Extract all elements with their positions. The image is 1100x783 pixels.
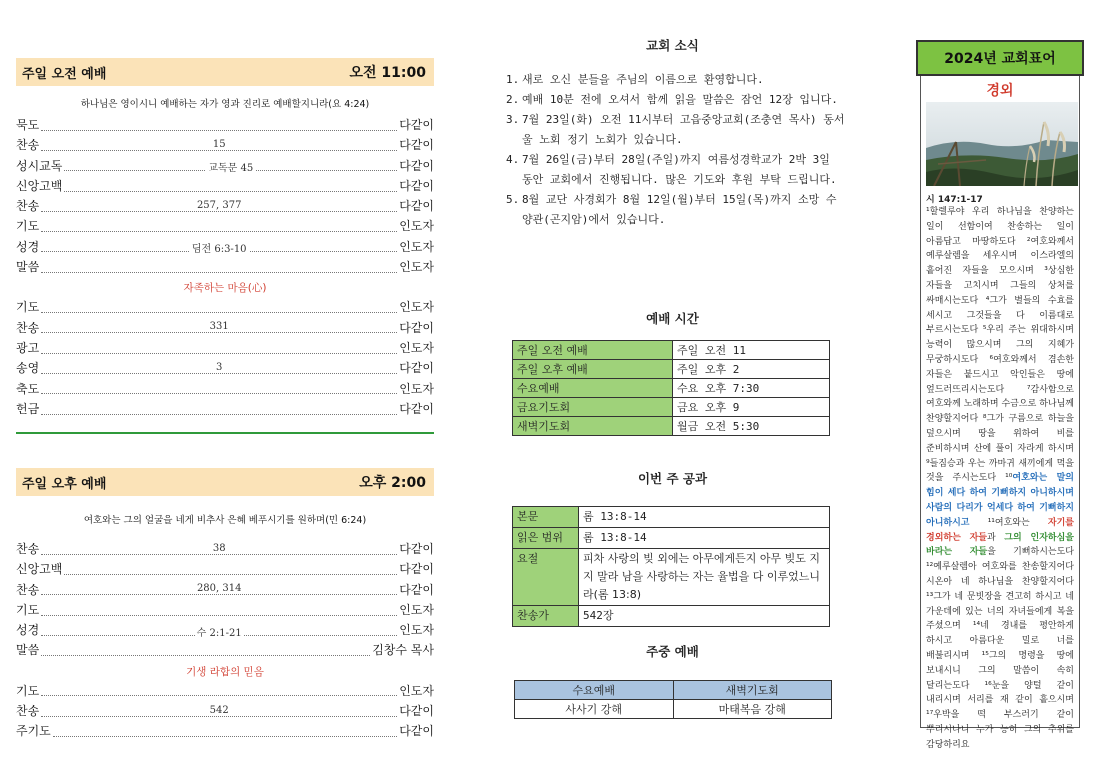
schedule-row: [513, 341, 830, 360]
lesson-value: 피차 사랑의 빚 외에는 아무에게든지 아무 빚도 지지 말라 남을 사랑하는 자는 율법을 다 이루었느니라(롬 13:8): [579, 549, 830, 606]
morning-sermon-title: 자족하는 마음(心): [183, 282, 267, 295]
order-item-leader: 다같이: [399, 138, 434, 153]
dotted-leader: [41, 321, 397, 333]
morning-verse: 하나님은 영이시니 예배하는 자가 영과 진리로 예배할지니라(요 4:24): [80, 99, 370, 110]
order-item-label: 신앙고백: [16, 178, 63, 193]
section-divider: [16, 432, 434, 434]
weekday-header-wed: 수요예배: [515, 681, 674, 700]
dotted-leader: [64, 163, 397, 175]
weekday-header-row: [515, 681, 832, 700]
schedule-service-name: 수요예배: [513, 379, 673, 398]
order-item: [16, 339, 434, 359]
dotted-leader: [53, 736, 397, 737]
order-item-label: 광고: [16, 340, 40, 355]
order-item-label: 기도: [16, 602, 40, 617]
order-item-leader: 다같이: [399, 320, 434, 335]
afternoon-time: 오후 2:00: [359, 475, 426, 491]
news-item: [500, 70, 845, 90]
order-item-label: 신앙고백: [16, 562, 63, 577]
order-item: [16, 197, 434, 217]
lesson-row: [513, 606, 830, 627]
afternoon-header: [16, 468, 434, 496]
lesson-row: [513, 507, 830, 528]
order-item: [16, 258, 434, 278]
psalm-reference: 시 147:1-17: [926, 195, 983, 205]
dotted-leader: [41, 615, 397, 616]
schedule-row: [513, 398, 830, 417]
morning-order-list-after: [16, 298, 434, 420]
schedule-service-name: 주일 오후 예배: [513, 360, 673, 379]
psalm-part-3: 과: [987, 532, 1005, 543]
morning-header: [16, 58, 434, 86]
news-item-number: 3.: [506, 113, 520, 126]
landscape-photo: [926, 102, 1078, 186]
dotted-leader: [64, 574, 397, 575]
order-item-label: 말씀: [16, 260, 40, 275]
lesson-value: 롬 13:8-14: [579, 507, 830, 528]
lesson-key: 읽은 범위: [513, 528, 579, 549]
order-item-label: 성경: [16, 239, 40, 254]
schedule-table: [512, 340, 830, 436]
afternoon-order-list-after: [16, 682, 434, 743]
lesson-table: [512, 506, 830, 627]
weekday-value-wed: 사사기 강해: [515, 700, 674, 719]
dotted-leader: [41, 627, 397, 639]
order-item: [16, 116, 434, 136]
order-item: [16, 359, 434, 379]
order-item-detail: 딤전 6:3-10: [191, 244, 247, 256]
motto-box: [920, 76, 1080, 750]
psalm-part-1: ¹할렐루야 우리 하나님을 찬양하는 일이 선함이여 찬송하는 일이 아름답고 마땅하도다 ²여호와께서 예루살렘을 세우시며 이스라엘의 흩어진 자들을 모으시며 ³상심한 자들을 고치시며 그들의 상처를 싸매시는도다 ⁴그가 별들의 수효를 세시고 그것들을 다 이름대로 부르시는도다 ⁵우리 주는 위대하시며 능력이 많으시며 그의 지혜가 무궁하시도다 ⁶여호와께서 겸손한 자들은 붙드시고 악인들은 땅에 엎드러뜨리시는도다 ⁷감사함으로 여호와께 노래하며 수금으로 하나님께 찬양할지어다 ⁸그가 구름으로 하늘을 덮으시며 땅을 위하여 비를 준비하시며 산에 풀이 자라게 하시며 ⁹들짐승과 우는 까마귀 새끼에게 먹을 것을 주시는도다 ¹⁰: [926, 207, 1074, 484]
dotted-leader: [41, 393, 397, 394]
motto-word: 경외: [986, 83, 1014, 99]
order-item-label: 송영: [16, 361, 40, 376]
dotted-leader: [41, 542, 397, 555]
weekday-value-row: [515, 700, 832, 719]
order-item-label: 찬송: [16, 582, 40, 597]
middle-column: [500, 36, 845, 716]
dotted-leader: [41, 312, 397, 313]
order-item: [16, 238, 434, 258]
order-item: [16, 217, 434, 237]
order-item: [16, 601, 434, 621]
order-item-leader: 인도자: [399, 623, 434, 638]
psalm-highlight-green: 그의 인자하심을 바라는 자들: [926, 532, 1074, 558]
order-item-leader: 인도자: [399, 381, 434, 396]
dotted-leader: [41, 353, 397, 354]
order-item-leader: 다같이: [399, 542, 434, 556]
order-item-leader: 다같이: [399, 562, 434, 577]
order-item: [16, 177, 434, 197]
weekday-title: 주중 예배: [646, 644, 699, 659]
order-item-leader: 다같이: [399, 158, 434, 173]
dotted-leader: [41, 130, 397, 131]
order-item-leader: 다같이: [399, 178, 434, 193]
dotted-leader: [41, 199, 397, 212]
motto-title: 2024년 교회표어: [916, 40, 1084, 76]
order-item: [16, 400, 434, 420]
order-item: [16, 136, 434, 156]
lesson-title: 이번 주 공과: [637, 471, 708, 486]
order-item: [16, 298, 434, 318]
order-item: [16, 641, 434, 661]
news-item-number: 4.: [506, 153, 520, 166]
news-title: 교회 소식: [646, 38, 699, 53]
order-item-leader: 인도자: [399, 260, 434, 275]
schedule-service-name: 주일 오전 예배: [513, 341, 673, 360]
news-item-text: 7월 23일(화) 오전 11시부터 고읍중앙교회(조충연 목사) 동서울 노회 정기 노회가 있습니다.: [522, 113, 845, 146]
order-item-label: 성경: [16, 623, 40, 638]
morning-title: 주일 오전 예배: [22, 66, 107, 82]
order-item-leader: 다같이: [399, 118, 434, 132]
dotted-leader: [41, 583, 397, 595]
order-item: [16, 540, 434, 560]
afternoon-title: 주일 오후 예배: [22, 476, 107, 492]
dotted-leader: [41, 361, 397, 374]
schedule-service-time: 월금 오전 5:30: [673, 417, 830, 436]
news-item-text: 8월 교단 사경회가 8월 12일(월)부터 15일(목)까지 소망 수양관(곤지암)에서 있습니다.: [522, 193, 837, 226]
afternoon-order-list: [16, 540, 434, 662]
order-item: [16, 380, 434, 400]
news-item: [500, 190, 845, 230]
news-item-text: 새로 오신 분들을 주님의 이름으로 환영합니다.: [522, 73, 764, 86]
lesson-row: [513, 528, 830, 549]
morning-time: 오전 11:00: [349, 65, 426, 81]
dotted-leader: [41, 244, 397, 256]
order-item-label: 말씀: [16, 643, 40, 658]
schedule-service-time: 금요 오후 9: [673, 398, 830, 417]
order-item-label: 찬송: [16, 542, 40, 556]
news-item-number: 1.: [506, 73, 520, 86]
motto-column: [916, 40, 1084, 750]
order-item-label: 묵도: [16, 118, 40, 132]
dotted-leader: [41, 695, 397, 696]
morning-order-list: [16, 116, 434, 278]
psalm-text: [926, 205, 1074, 752]
order-item: [16, 581, 434, 601]
order-item-label: 성시교독: [16, 158, 63, 173]
lesson-key: 찬송가: [513, 606, 579, 627]
psalm-highlight-blue: 여호와는 말의 힘이 세다 하여 기뻐하지 아니하시며 사람의 다리가 억세다 하여 기뻐하지 아니하시고: [926, 473, 1074, 528]
news-list: [500, 70, 845, 230]
order-item-leader: 다같이: [399, 199, 434, 214]
order-item-label: 찬송: [16, 138, 40, 153]
order-item-label: 축도: [16, 381, 40, 396]
afternoon-service: [16, 468, 434, 743]
lesson-key: 요절: [513, 549, 579, 606]
morning-service: [16, 58, 434, 434]
order-item-label: 기도: [16, 219, 40, 234]
afternoon-verse: 여호와는 그의 얼굴을 네게 비추사 은혜 베푸시기를 원하며(민 6:24): [83, 515, 367, 526]
order-item-detail: 3: [216, 361, 223, 373]
lesson-row: [513, 549, 830, 606]
dotted-leader: [41, 414, 397, 415]
news-item: [500, 110, 845, 150]
order-item-leader: 김창수 목사: [372, 643, 434, 658]
weekday-table: [514, 680, 832, 719]
order-item-detail: 수 2:1-21: [196, 627, 242, 639]
news-item: [500, 90, 845, 110]
news-item-text: 예배 10분 전에 오셔서 함께 읽을 말씀은 잠언 12장 입니다.: [522, 93, 838, 106]
order-item-leader: 인도자: [399, 219, 434, 234]
dotted-leader: [41, 231, 397, 232]
psalm-highlight-red: 자기를 경외하는 자들: [926, 517, 1074, 543]
psalm-part-4: 을 기뻐하시는도다 ¹²예루살렘아 여호와를 찬송할지어다 시온아 네 하나님을 찬양할지어다 ¹³그가 네 문빗장을 견고히 하시고 네 가운데에 있는 너의 자녀들에게 복을 주셨으며 ¹⁴네 경내를 평안하게 하시고 아름다운 밀로 너를 배불리시며 ¹⁵그의 명령을 땅에 보내시니 그의 말씀이 속히 달리는도다 ¹⁶눈을 양털 같이 내리시며 서리를 재 같이 흩으시며 ¹⁷우박을 떡 부스러기 같이 뿌리시나니 누가 능히 그의 추위를 감당하리요: [926, 547, 1074, 750]
order-item-detail: 38: [212, 542, 226, 554]
news-item: [500, 150, 845, 190]
order-item: [16, 560, 434, 580]
order-item-leader: 다같이: [399, 401, 434, 416]
news-item-number: 5.: [506, 193, 520, 206]
order-item: [16, 319, 434, 339]
schedule-service-name: 새벽기도회: [513, 417, 673, 436]
psalm-part-2: ¹¹여호와는: [969, 517, 1048, 528]
afternoon-sermon-title: 기생 라합의 믿음: [186, 665, 264, 678]
order-item-detail: 교독문 45: [208, 163, 254, 175]
order-item: [16, 722, 434, 742]
dotted-leader: [41, 704, 397, 717]
schedule-title: 예배 시간: [646, 311, 699, 326]
order-item-detail: 257, 377: [196, 199, 242, 211]
order-item-detail: 542: [209, 704, 229, 716]
order-item-leader: 다같이: [399, 724, 434, 739]
schedule-service-name: 금요기도회: [513, 398, 673, 417]
order-item-leader: 인도자: [399, 340, 434, 355]
schedule-service-time: 주일 오전 11: [673, 341, 830, 360]
dotted-leader: [41, 655, 370, 656]
order-item: [16, 682, 434, 702]
news-item-text: 7월 26일(금)부터 28일(주일)까지 여름성경학교가 2박 3일 동안 교회에서 진행됩니다. 많은 기도와 후원 부탁 드립니다.: [522, 153, 837, 186]
order-item-label: 기도: [16, 300, 40, 315]
order-item-leader: 다같이: [399, 582, 434, 597]
order-item-leader: 인도자: [399, 683, 434, 698]
order-item-leader: 인도자: [399, 300, 434, 315]
schedule-row: [513, 360, 830, 379]
order-item: [16, 621, 434, 641]
order-item-leader: 다같이: [399, 704, 434, 719]
order-item-detail: 280, 314: [196, 583, 242, 595]
order-item: [16, 157, 434, 177]
order-item-label: 찬송: [16, 704, 40, 719]
order-item-label: 주기도: [16, 724, 51, 739]
schedule-service-time: 수요 오후 7:30: [673, 379, 830, 398]
order-item-detail: 331: [209, 321, 229, 333]
lesson-value: 542장: [579, 606, 830, 627]
order-item-leader: 인도자: [399, 239, 434, 254]
schedule-row: [513, 379, 830, 398]
order-item: [16, 702, 434, 722]
order-item-label: 찬송: [16, 199, 40, 214]
order-item-detail: 15: [212, 138, 226, 150]
lesson-value: 롬 13:8-14: [579, 528, 830, 549]
order-item-label: 찬송: [16, 320, 40, 335]
dotted-leader: [41, 272, 397, 273]
lesson-key: 본문: [513, 507, 579, 528]
dotted-leader: [41, 138, 397, 151]
order-item-label: 기도: [16, 683, 40, 698]
schedule-service-time: 주일 오후 2: [673, 360, 830, 379]
weekday-value-dawn: 마태복음 강해: [673, 700, 832, 719]
schedule-row: [513, 417, 830, 436]
news-item-number: 2.: [506, 93, 520, 106]
weekday-header-dawn: 새벽기도회: [673, 681, 832, 700]
order-item-leader: 인도자: [399, 602, 434, 617]
order-item-leader: 다같이: [399, 361, 434, 376]
dotted-leader: [64, 191, 397, 192]
order-item-label: 헌금: [16, 401, 40, 416]
